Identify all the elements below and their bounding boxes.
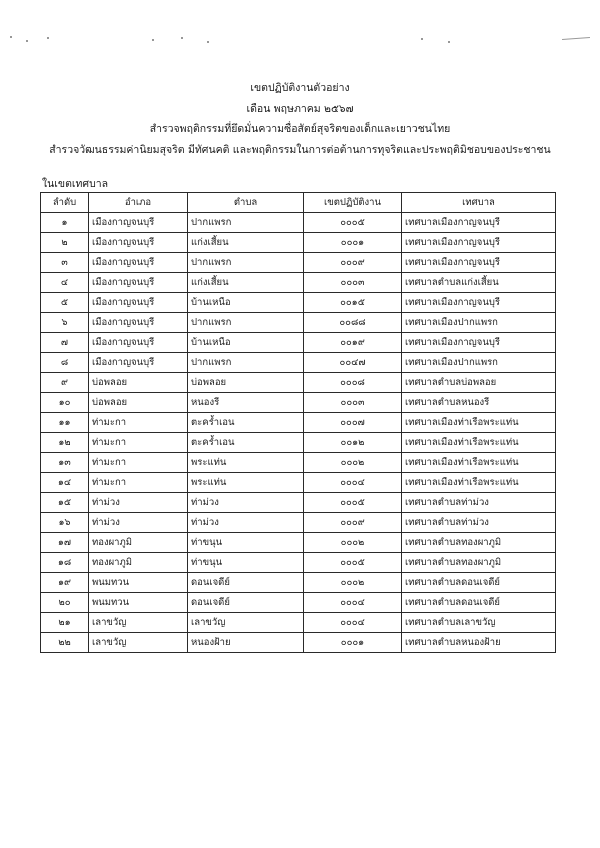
cell-subdistrict: ท่าขนุน [188, 533, 304, 553]
col-header-district: อำเภอ [89, 193, 188, 213]
table-row [41, 273, 556, 293]
cell-district: เมืองกาญจนบุรี [89, 253, 188, 273]
table-row [41, 433, 556, 453]
cell-district: เมืองกาญจนบุรี [89, 313, 188, 333]
table-row [41, 573, 556, 593]
cell-work-area: ๐๐๐๕ [304, 493, 402, 513]
cell-subdistrict: แก่งเสี้ยน [188, 273, 304, 293]
table-row [41, 373, 556, 393]
cell-district: เมืองกาญจนบุรี [89, 333, 188, 353]
cell-district: ทองผาภูมิ [89, 553, 188, 573]
header-month: เดือน พฤษภาคม ๒๕๖๗ [246, 102, 354, 115]
cell-work-area: ๐๐๐๓ [304, 273, 402, 293]
header-survey-1: สำรวจพฤติกรรมที่ยึดมั่นความซื่อสัตย์สุจริตของเด็กและเยาวชนไทย [149, 123, 451, 135]
cell-municipality: เทศบาลเมืองปากแพรก [402, 353, 556, 373]
cell-work-area: ๐๐๐๒ [304, 453, 402, 473]
cell-order: ๒๒ [41, 633, 89, 653]
cell-municipality: เทศบาลตำบลหนองฝ้าย [402, 633, 556, 653]
table-row [41, 213, 556, 233]
cell-district: ท่ามะกา [89, 453, 188, 473]
table-row [41, 253, 556, 273]
table-row [41, 553, 556, 573]
cell-order: ๘ [41, 353, 89, 373]
col-header-order: ลำดับ [41, 193, 89, 213]
cell-work-area: ๐๐๑๙ [304, 333, 402, 353]
cell-municipality: เทศบาลตำบลท่าม่วง [402, 513, 556, 533]
cell-municipality: เทศบาลตำบลทองผาภูมิ [402, 533, 556, 553]
cell-subdistrict: พระแท่น [188, 453, 304, 473]
cell-order: ๕ [41, 293, 89, 313]
cell-work-area: ๐๐๐๑ [304, 633, 402, 653]
cell-subdistrict: พระแท่น [188, 473, 304, 493]
table-row [41, 593, 556, 613]
cell-subdistrict: ปากแพรก [188, 313, 304, 333]
cell-municipality: เทศบาลเมืองกาญจนบุรี [402, 213, 556, 233]
cell-order: ๑๓ [41, 453, 89, 473]
cell-subdistrict: บ้านเหนือ [188, 293, 304, 313]
cell-order: ๔ [41, 273, 89, 293]
cell-district: ท่ามะกา [89, 473, 188, 493]
work-area-table [40, 192, 556, 653]
cell-district: บ่อพลอย [89, 373, 188, 393]
cell-municipality: เทศบาลเมืองท่าเรือพระแท่น [402, 473, 556, 493]
cell-subdistrict: หนองฝ้าย [188, 633, 304, 653]
table-row [41, 473, 556, 493]
cell-district: ท่าม่วง [89, 493, 188, 513]
cell-district: เมืองกาญจนบุรี [89, 293, 188, 313]
cell-subdistrict: ปากแพรก [188, 353, 304, 373]
table-row [41, 393, 556, 413]
cell-district: เมืองกาญจนบุรี [89, 273, 188, 293]
cell-municipality: เทศบาลตำบลเลาขวัญ [402, 613, 556, 633]
col-header-municipality: เทศบาล [402, 193, 556, 213]
cell-order: ๑๒ [41, 433, 89, 453]
cell-order: ๙ [41, 373, 89, 393]
cell-subdistrict: แก่งเสี้ยน [188, 233, 304, 253]
cell-district: เลาขวัญ [89, 633, 188, 653]
cell-municipality: เทศบาลเมืองกาญจนบุรี [402, 293, 556, 313]
cell-municipality: เทศบาลตำบลทองผาภูมิ [402, 553, 556, 573]
cell-municipality: เทศบาลเมืองกาญจนบุรี [402, 253, 556, 273]
cell-municipality: เทศบาลเมืองท่าเรือพระแท่น [402, 433, 556, 453]
cell-district: เมืองกาญจนบุรี [89, 213, 188, 233]
cell-order: ๑๖ [41, 513, 89, 533]
cell-work-area: ๐๐๐๕ [304, 213, 402, 233]
cell-subdistrict: ดอนเจดีย์ [188, 593, 304, 613]
cell-work-area: ๐๐๐๙ [304, 253, 402, 273]
col-header-work-area: เขตปฏิบัติงาน [304, 193, 402, 213]
cell-municipality: เทศบาลตำบลหนองรี [402, 393, 556, 413]
cell-order: ๒๑ [41, 613, 89, 633]
table-header-row [41, 193, 556, 213]
cell-municipality: เทศบาลตำบลท่าม่วง [402, 493, 556, 513]
table-row [41, 293, 556, 313]
cell-work-area: ๐๐๐๑ [304, 233, 402, 253]
table-row [41, 493, 556, 513]
cell-order: ๑๗ [41, 533, 89, 553]
cell-work-area: ๐๐๐๗ [304, 413, 402, 433]
cell-work-area: ๐๐๐๓ [304, 393, 402, 413]
cell-order: ๑๑ [41, 413, 89, 433]
cell-district: ท่ามะกา [89, 433, 188, 453]
table-row [41, 353, 556, 373]
cell-subdistrict: ตะคร้ำเอน [188, 433, 304, 453]
table-row [41, 333, 556, 353]
col-header-subdistrict: ตำบล [188, 193, 304, 213]
cell-municipality: เทศบาลตำบลดอนเจดีย์ [402, 573, 556, 593]
cell-subdistrict: เลาขวัญ [188, 613, 304, 633]
section-label: ในเขตเทศบาล [42, 178, 109, 190]
cell-order: ๑๙ [41, 573, 89, 593]
cell-work-area: ๐๐๐๒ [304, 533, 402, 553]
cell-municipality: เทศบาลเมืองท่าเรือพระแท่น [402, 413, 556, 433]
cell-work-area: ๐๐๑๕ [304, 293, 402, 313]
cell-order: ๒ [41, 233, 89, 253]
cell-subdistrict: ปากแพรก [188, 253, 304, 273]
cell-district: เลาขวัญ [89, 613, 188, 633]
cell-subdistrict: ท่าม่วง [188, 493, 304, 513]
cell-order: ๓ [41, 253, 89, 273]
cell-district: เมืองกาญจนบุรี [89, 353, 188, 373]
cell-work-area: ๐๐๐๒ [304, 573, 402, 593]
cell-district: พนมทวน [89, 573, 188, 593]
header-survey-2: สำรวจวัฒนธรรมค่านิยมสุจริต มีทัศนคติ และพฤติกรรมในการต่อต้านการทุจริตและประพฤติมิชอบของประชาชน [49, 143, 551, 156]
cell-district: ท่ามะกา [89, 413, 188, 433]
cell-subdistrict: ดอนเจดีย์ [188, 573, 304, 593]
cell-order: ๗ [41, 333, 89, 353]
cell-district: บ่อพลอย [89, 393, 188, 413]
cell-order: ๑ [41, 213, 89, 233]
table-row [41, 533, 556, 553]
cell-district: พนมทวน [89, 593, 188, 613]
cell-work-area: ๐๐๑๒ [304, 433, 402, 453]
cell-municipality: เทศบาลตำบลบ่อพลอย [402, 373, 556, 393]
document-header [20, 78, 580, 160]
cell-municipality: เทศบาลตำบลดอนเจดีย์ [402, 593, 556, 613]
cell-district: ท่าม่วง [89, 513, 188, 533]
table-row [41, 313, 556, 333]
cell-work-area: ๐๐๘๘ [304, 313, 402, 333]
cell-subdistrict: บ้านเหนือ [188, 333, 304, 353]
table-row [41, 413, 556, 433]
header-title: เขตปฏิบัติงานตัวอย่าง [250, 82, 350, 94]
cell-work-area: ๐๐๐๔ [304, 593, 402, 613]
cell-municipality: เทศบาลเมืองกาญจนบุรี [402, 233, 556, 253]
cell-order: ๑๘ [41, 553, 89, 573]
cell-subdistrict: บ่อพลอย [188, 373, 304, 393]
table-row [41, 633, 556, 653]
cell-order: ๑๕ [41, 493, 89, 513]
table-row [41, 233, 556, 253]
table-body [41, 213, 556, 653]
cell-order: ๖ [41, 313, 89, 333]
cell-order: ๑๔ [41, 473, 89, 493]
cell-municipality: เทศบาลตำบลแก่งเสี้ยน [402, 273, 556, 293]
cell-order: ๑๐ [41, 393, 89, 413]
cell-work-area: ๐๐๐๕ [304, 553, 402, 573]
table-row [41, 513, 556, 533]
cell-municipality: เทศบาลเมืองกาญจนบุรี [402, 333, 556, 353]
cell-work-area: ๐๐๐๔ [304, 473, 402, 493]
cell-subdistrict: ปากแพรก [188, 213, 304, 233]
cell-subdistrict: หนองรี [188, 393, 304, 413]
cell-work-area: ๐๐๐๔ [304, 613, 402, 633]
cell-district: เมืองกาญจนบุรี [89, 233, 188, 253]
cell-subdistrict: ท่าม่วง [188, 513, 304, 533]
cell-subdistrict: ตะคร้ำเอน [188, 413, 304, 433]
cell-subdistrict: ท่าขนุน [188, 553, 304, 573]
scan-specks [0, 34, 600, 48]
cell-district: ทองผาภูมิ [89, 533, 188, 553]
cell-municipality: เทศบาลเมืองปากแพรก [402, 313, 556, 333]
cell-work-area: ๐๐๔๗ [304, 353, 402, 373]
table-row [41, 613, 556, 633]
cell-municipality: เทศบาลเมืองท่าเรือพระแท่น [402, 453, 556, 473]
cell-order: ๒๐ [41, 593, 89, 613]
cell-work-area: ๐๐๐๙ [304, 513, 402, 533]
table-row [41, 453, 556, 473]
cell-work-area: ๐๐๐๘ [304, 373, 402, 393]
